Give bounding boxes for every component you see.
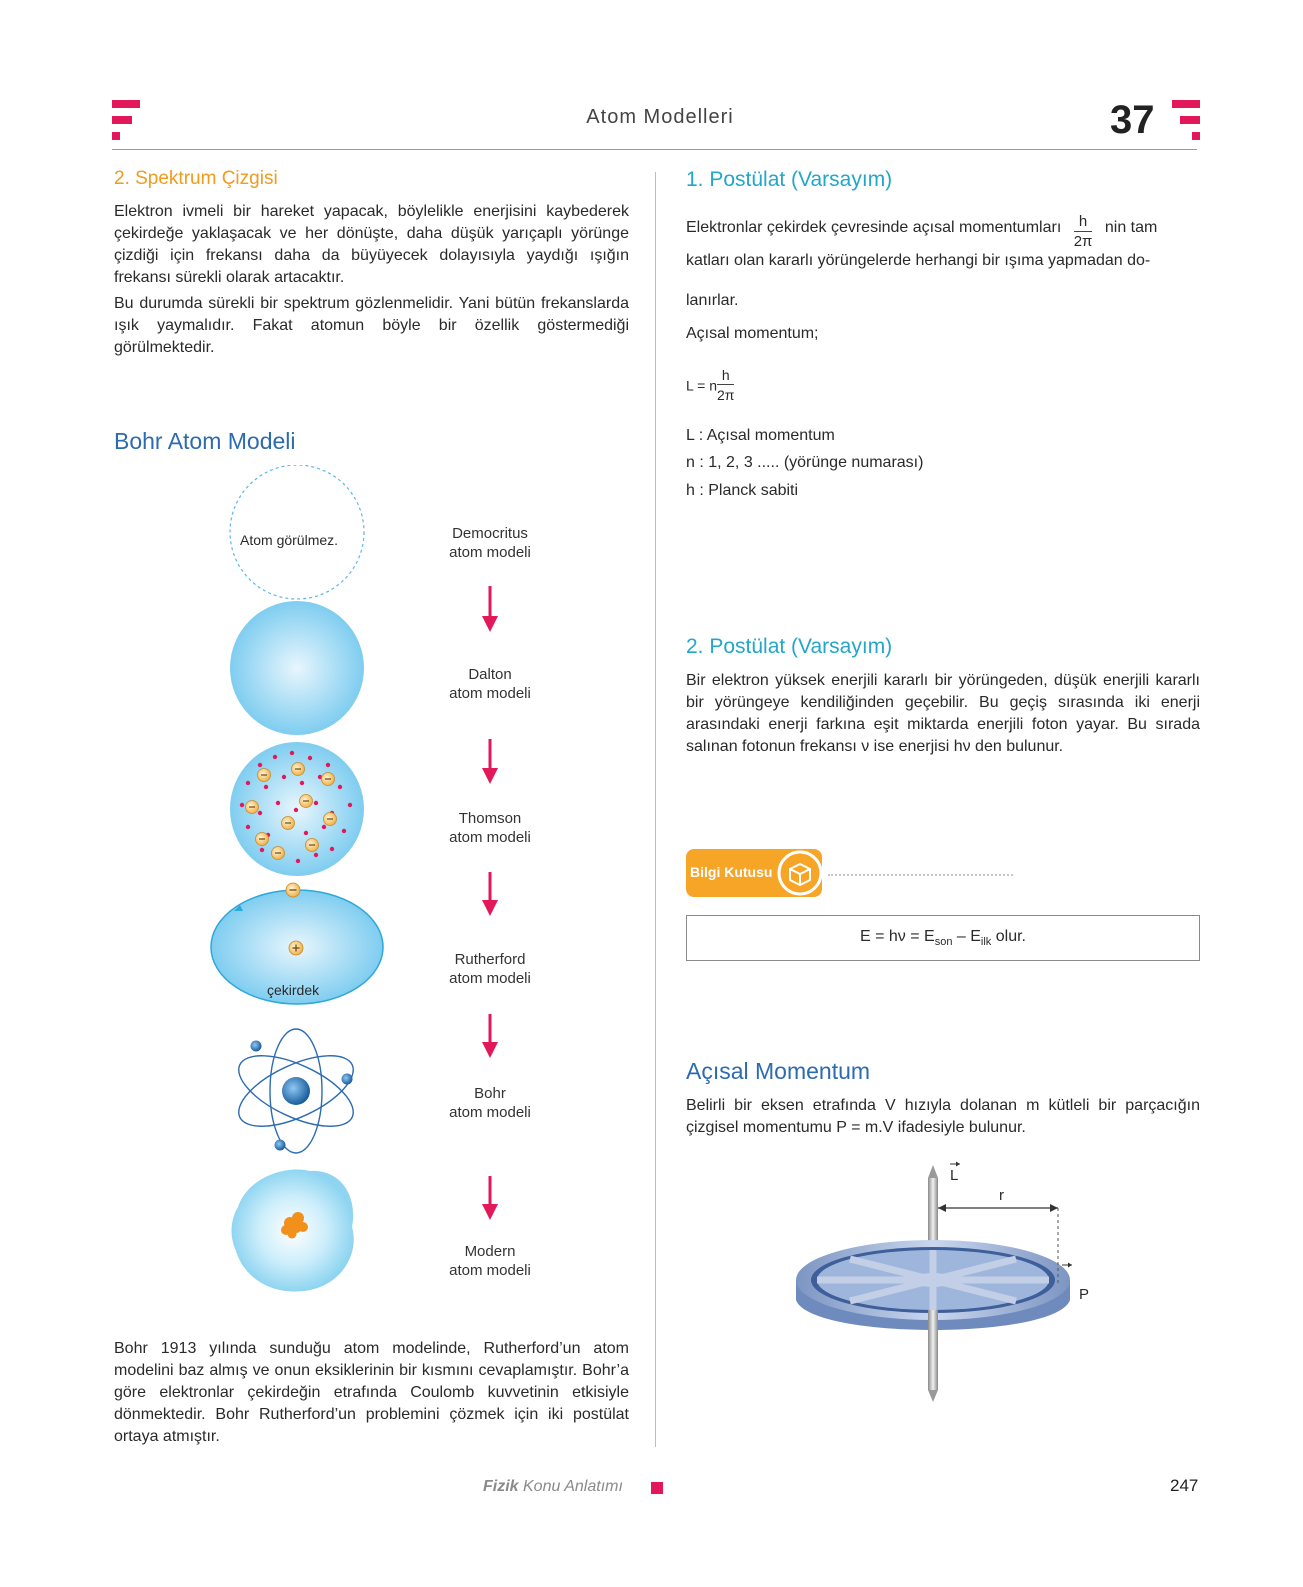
footer-square-icon (651, 1482, 663, 1494)
model-label-democritus: Democritus atom modeli (449, 525, 531, 561)
brand-logo-left (112, 100, 140, 140)
postulat-1-line-3: lanırlar. (686, 292, 739, 309)
definition-n: n : 1, 2, 3 ..... (yörünge numarası) (686, 454, 924, 471)
bohr-model (229, 1029, 363, 1153)
box-icon (776, 849, 824, 897)
radius-r-label: r (999, 1187, 1004, 1204)
column-divider (655, 172, 656, 1447)
dalton-model (230, 601, 364, 735)
postulat-2-paragraph: Bir elektron yüksek enerjili kararlı bir yörüngeden, düşük enerjili kararlı bir yörüngeye kendiliğinden geçebilir. Bu geçiş sırasında iki enerji arasındaki enerji farkına eşit miktarda enerjili foton yayar. Bu sırada salınan fotonun frekansı ν ise enerjisi hν den bulunur. (686, 672, 1200, 755)
postulat-2-heading: 2. Postülat (Varsayım) (686, 635, 893, 658)
spektrum-paragraph-2: Bu durumda sürekli bir spektrum gözlenmelidir. Yani bütün frekanslarda ışık yaymalıdır. Fakat atomun böyle bir özellik göstermediği görülmektedir. (114, 295, 629, 356)
bohr-paragraph: Bohr 1913 yılında sunduğu atom modelinde, Rutherford’un atom modelini baz almış ve onun eksiklerinin bir kısmını cevaplamıştır. Bohr’a göre elektronlar çekirdeğin etrafında Coulomb kuvvetinin etkisiyle dönmektedir. Bohr Rutherford’un problemini çözmek için iki postülat ortaya atmıştır. (114, 1340, 629, 1445)
acisal-momentum-paragraph: Belirli bir eksen etrafında V hızıyla dolanan m kütleli bir parçacığın çizgisel momentumu P = m.V ifadesiyle bulunur. (686, 1097, 1200, 1136)
definition-h: h : Planck sabiti (686, 482, 799, 499)
rotating-disk-diagram (790, 1160, 1090, 1430)
thomson-model (230, 742, 364, 876)
definition-L: L : Açısal momentum (686, 427, 835, 444)
acisal-momentum-intro: Açısal momentum; (686, 325, 819, 342)
model-arrows (478, 586, 502, 1286)
atom-unseen-label: Atom görülmez. (240, 532, 339, 548)
spektrum-heading: 2. Spektrum Çizgisi (114, 168, 278, 189)
model-label-dalton: Dalton atom modeli (449, 666, 531, 702)
postulat-1-line-2: katları olan kararlı yörüngelerde herhangi bir ışıma yapmadan do- (686, 252, 1151, 269)
footer-subject: Fizik Konu Anlatımı (483, 1478, 623, 1495)
model-label-modern: Modern atom modeli (449, 1243, 531, 1279)
chapter-number: 37 (1110, 98, 1155, 142)
brand-logo-right (1172, 100, 1200, 140)
chapter-title: Atom Modelleri (586, 106, 734, 128)
energy-formula: $E = h\nu = E_{son} - E_{ilk}$ olur. (859, 928, 1026, 949)
acisal-momentum-heading: Açısal Momentum (686, 1058, 871, 1084)
bohr-heading: Bohr Atom Modeli (114, 428, 296, 454)
header-divider (112, 149, 1197, 150)
postulat-1-heading: 1. Postülat (Varsayım) (686, 168, 893, 191)
bilgi-kutusu-label: Bilgi Kutusu (690, 864, 773, 880)
spektrum-paragraph-1: Elektron ivmeli bir hareket yapacak, böylelikle enerjisini kaybederek çekirdeğe yaklaşacak ve her dönüşte, daha düşük yarıçaplı yörünge çizdiği için frekansı daha da büyüyecek dolayısıyla yaydığı ışığın frekansı sürekli olarak artacaktır. (114, 203, 629, 286)
h-over-2pi-fraction: $\frac{h}{2\pi}$ (1073, 213, 1093, 250)
model-label-thomson: Thomson atom modeli (449, 810, 531, 846)
atom-models-diagram (200, 465, 400, 1325)
modern-model (232, 1170, 354, 1292)
angular-momentum-formula: L = n $\frac{h}{2\pi}$ (686, 367, 735, 403)
page-number: 247 (1170, 1476, 1199, 1495)
nucleus-label: çekirdek (267, 982, 320, 998)
model-label-rutherford: Rutherford atom modeli (449, 951, 531, 987)
bilgi-dotted-line (828, 874, 1013, 876)
model-label-bohr: Bohr atom modeli (449, 1085, 531, 1121)
postulat-1-line-1: Elektronlar çekirdek çevresinde açısal momentumları $\frac{h}{2\pi}$ nin tam (686, 213, 1158, 250)
vector-P-label: P (1079, 1286, 1090, 1303)
vector-L-label: L (950, 1167, 959, 1184)
